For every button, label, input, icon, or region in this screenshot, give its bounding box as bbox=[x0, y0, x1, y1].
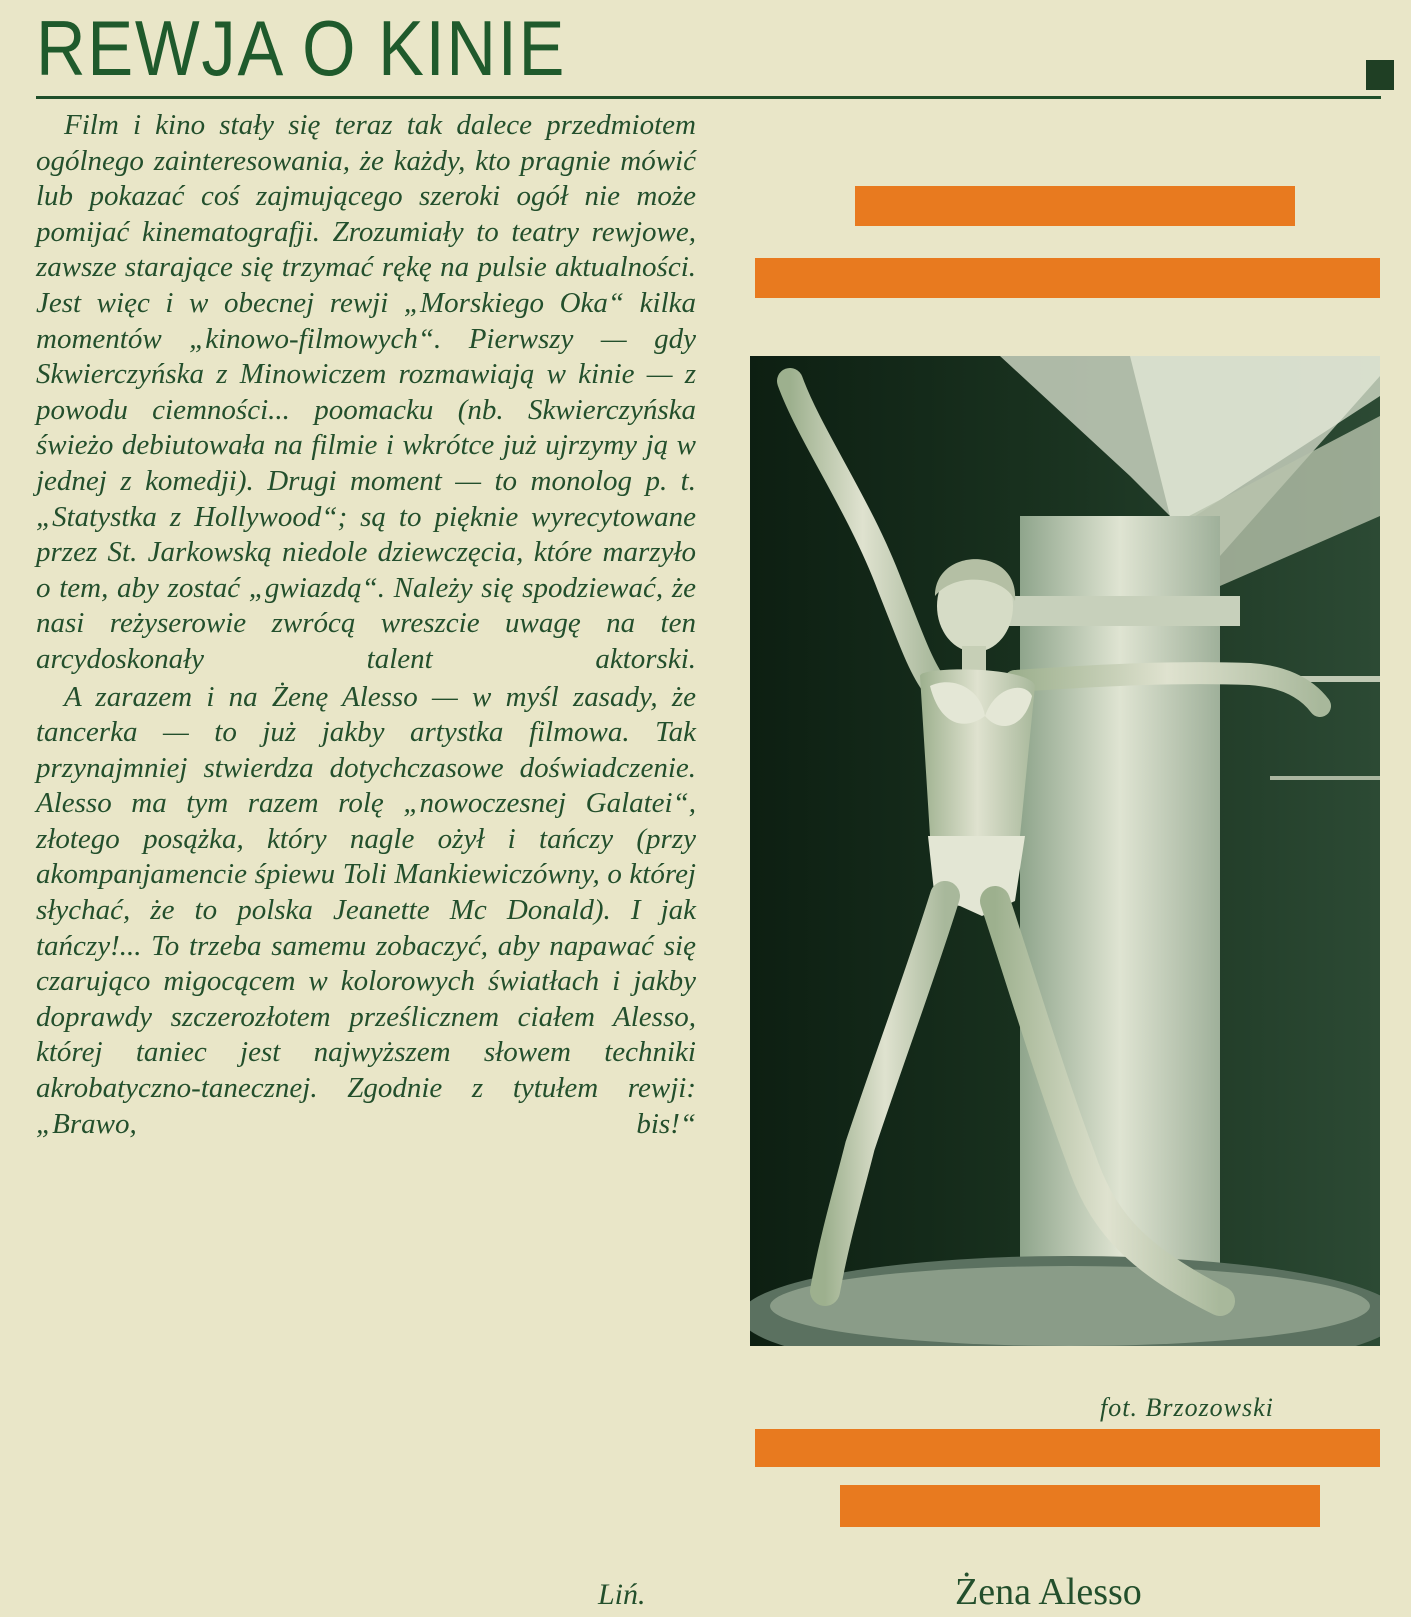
photo-credit: fot. Brzozowski bbox=[1100, 1393, 1274, 1422]
article-paragraph-2: A zarazem i na Żenę Alesso — w myśl zasady, że tancerka — to już jakby artystka filmowa. Tak przynajmniej stwierdza dotychczasowe doświadczenie. Alesso ma tym razem rolę „nowoczesnej Galatei“, złotego posążka, który nagle ożył i tańczy (przy akompanjamencie śpiewu Toli Mankiewiczówny, o której słychać, że to polska Jeanette Mc Donald). I jak tańczy!... To trzeba samemu zobaczyć, aby napawać się czarująco migocącem w kolorowych światłach i jakby doprawdy szczerozłotem prześlicznem ciałem Alesso, której taniec jest najwyższem słowem techniki akrobatyczno-tanecznej. Zgodnie z tytułem rewji: „Brawo, bis!“ bbox=[36, 680, 696, 1140]
article-paragraph-1: Film i kino stały się teraz tak dalece przedmiotem ogólnego zainteresowania, że każdy, kto pragnie mówić lub pokazać coś zajmującego szeroki ogół nie może pomijać kinematografji. Zrozumiały to teatry rewjowe, zawsze starające się trzymać rękę na pulsie aktualności. Jest więc i w obecnej rewji „Morskiego Oka“ kilka momentów „kinowo-filmowych“. Pierwszy — gdy Skwierczyńska z Minowiczem rozmawiają w kinie — z powodu ciemności... poomacku (nb. Skwierczyńska świeżo debiutowała na filmie i wkrótce już ujrzymy ją w jednej z komedji). Drugi moment — to monolog p. t. „Statystka z Hollywood“; są to pięknie wyrecytowane przez St. Jarkowską niedole dziewczęcia, które marzyło o tem, aby zostać „gwiazdą“. Należy się spodziewać, że nasi reżyserowie zwrócą wreszcie uwagę na ten arcydoskonały talent aktorski. bbox=[36, 109, 696, 675]
corner-square-marker bbox=[1366, 60, 1394, 90]
title-rule bbox=[36, 96, 1381, 99]
orange-decor-bar bbox=[755, 258, 1380, 298]
article-body bbox=[36, 108, 696, 1142]
orange-decor-bar bbox=[855, 186, 1295, 226]
article-author: Liń. bbox=[598, 1578, 646, 1611]
article-title: REWJA O KINIE bbox=[36, 4, 567, 92]
orange-decor-bar bbox=[840, 1485, 1320, 1527]
orange-decor-bar bbox=[755, 1429, 1380, 1467]
photo-caption: Żena Alesso bbox=[955, 1571, 1142, 1613]
dancer-photo bbox=[750, 356, 1380, 1346]
